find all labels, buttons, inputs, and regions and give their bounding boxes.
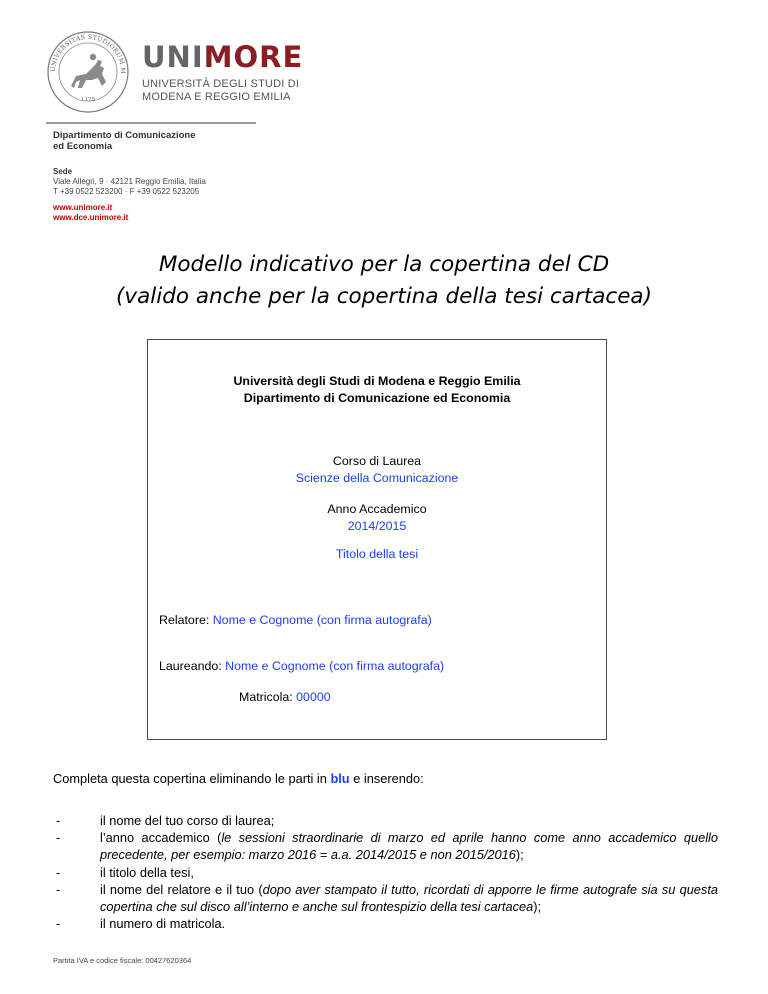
website-links: [53, 203, 128, 222]
intro-text-before: Completa questa copertina eliminando le parti in: [53, 771, 331, 786]
cover-relatore: [159, 612, 432, 629]
header-divider: [46, 122, 256, 124]
cover-course-label: Corso di Laurea: [332, 454, 422, 468]
cover-thesis-title: Titolo della tesi: [335, 547, 419, 561]
seal-icon: [46, 30, 130, 114]
department-line2: ed Economia: [53, 141, 113, 152]
laureando-value: Nome e Cognome (con firma autografa): [225, 659, 445, 673]
sede-address: Viale Allegri, 9 · 42121 Reggio Emilia, Italia: [53, 177, 206, 186]
cover-course-name: Scienze della Comunicazione: [295, 471, 459, 485]
instructions-list: [53, 812, 718, 932]
sede-phone: T +39 0522 523200 · F +39 0522 523205: [53, 187, 200, 196]
department-line1: Dipartimento di Comunicazione: [53, 130, 196, 141]
brand-wordmark-part1: UNI: [142, 40, 204, 74]
item-year-text: l’anno accademico (: [100, 830, 222, 846]
list-dash: -: [56, 813, 61, 828]
brand-subtitle: [142, 78, 303, 104]
list-dash: -: [56, 881, 61, 897]
matricola-label: Matricola:: [239, 690, 297, 704]
item-year-end: );: [515, 847, 524, 863]
cover-matricola: [239, 689, 331, 706]
list-item: [53, 829, 718, 863]
list-item: [53, 864, 718, 881]
cover-department: Dipartimento di Comunicazione ed Economia: [243, 391, 511, 405]
instructions-intro: [53, 770, 424, 787]
address-block: [53, 167, 293, 197]
cover-university: Università degli Studi di Modena e Reggio Emilia: [233, 374, 521, 388]
item-title: il titolo della tesi,: [100, 864, 194, 880]
sede-label: Sede: [53, 167, 73, 176]
laureando-label: Laureando:: [159, 659, 226, 673]
brand-subtitle-line1: UNIVERSITÀ DEGLI STUDI DI: [142, 78, 300, 90]
intro-text-after: e inserendo:: [349, 771, 424, 786]
item-names-text: il nome del relatore e il tuo (: [100, 881, 263, 897]
list-dash: -: [56, 830, 61, 846]
brand-wordmark: [142, 42, 303, 72]
title-line2: (valido anche per la copertina della tesi cartacea): [116, 284, 652, 309]
seal-year: 1175: [81, 97, 95, 103]
item-names-end: );: [533, 899, 542, 915]
brand-wordmark-part2: MORE: [203, 40, 304, 74]
title-line1: Modello indicativo per la copertina del CD: [158, 252, 610, 277]
cover-year-value: 2014/2015: [347, 519, 407, 533]
relatore-label: Relatore:: [159, 613, 213, 627]
list-dash: -: [56, 916, 61, 932]
cover-template-box: [147, 339, 607, 740]
list-item: [53, 812, 718, 829]
list-dash: -: [56, 864, 61, 880]
intro-highlight-blu: blu: [330, 771, 350, 786]
brand-subtitle-line2: MODENA E REGGIO EMILIA: [142, 91, 291, 103]
cover-laureando: [159, 658, 444, 675]
university-seal-logo: [46, 30, 130, 114]
seal-text: UNIVERSITAS STUDIORUM M: [49, 33, 127, 75]
website-link-unimore[interactable]: www.unimore.it: [53, 203, 113, 212]
page-title: [0, 249, 768, 313]
svg-text:UNIVERSITAS STUDIORUM MUTINENS: [46, 30, 126, 74]
list-item: [53, 881, 718, 915]
unimore-brand: [142, 42, 303, 104]
item-course: il nome del tuo corso di laurea;: [100, 813, 275, 828]
footer-vat: Partita IVA e codice fiscale: 00427620364: [53, 956, 192, 965]
item-matricola: il numero di matricola.: [100, 916, 226, 932]
item-year-note: le sessioni straordinarie di marzo ed aprile hanno come anno accademico quello precedente, per esempio: marzo 2016 = a.a. 2014/2015 e non 2015/2016: [100, 830, 718, 863]
website-link-dce[interactable]: www.dce.unimore.it: [53, 212, 129, 222]
item-names-note: dopo aver stampato il tutto, ricordati di apporre le firme autografe sia su questa copertina che sul disco all’interno e anche sul frontespizio della tesi cartacea: [100, 881, 718, 915]
cover-year-label: Anno Accademico: [327, 502, 427, 516]
relatore-value: Nome e Cognome (con firma autografa): [212, 613, 432, 627]
matricola-value: 00000: [296, 690, 331, 704]
list-item: [53, 915, 718, 932]
department-name: [53, 130, 273, 152]
